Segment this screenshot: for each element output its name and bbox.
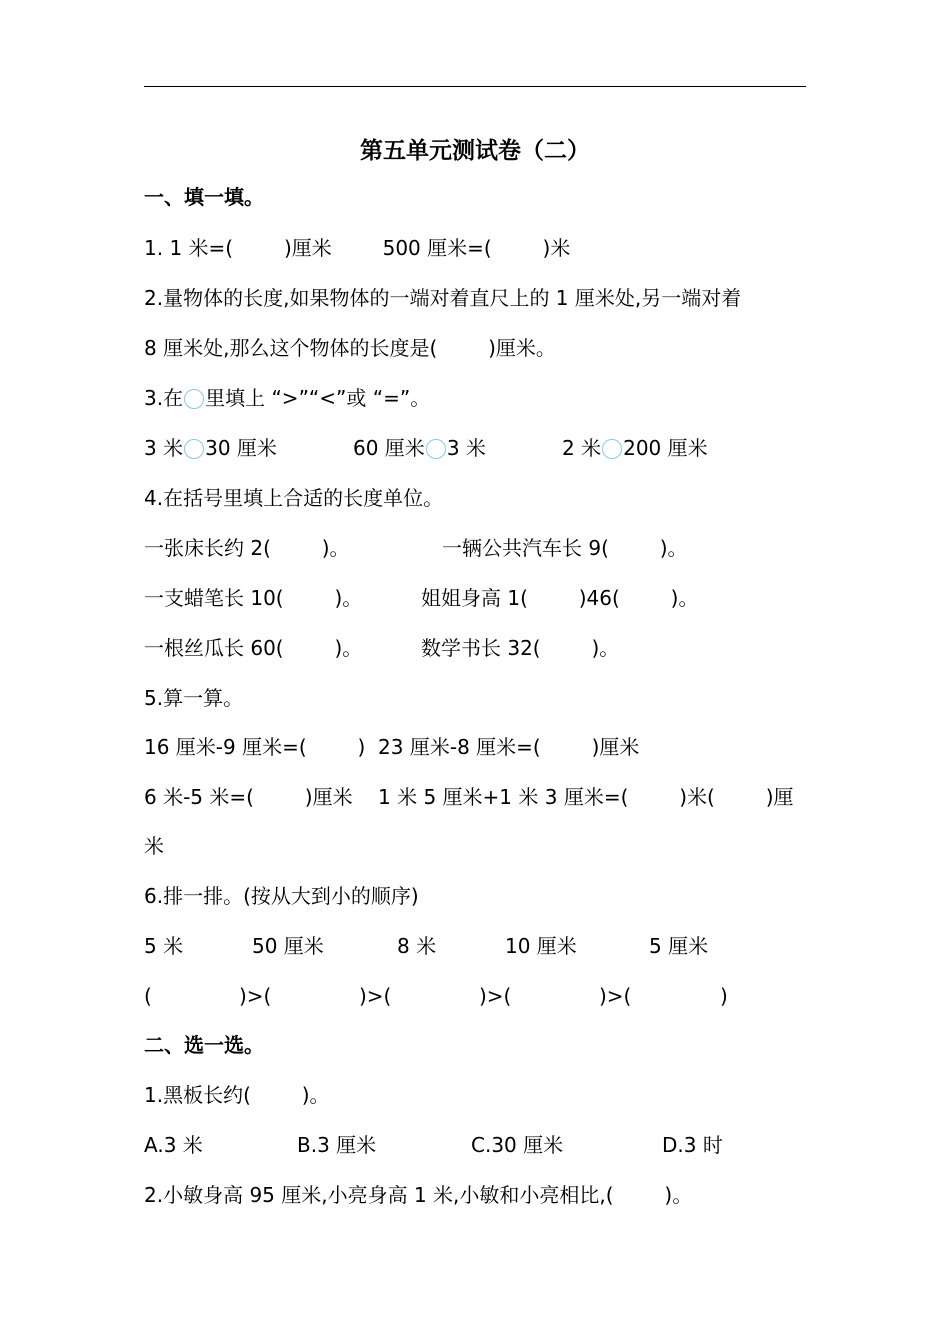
compare-circle-icon[interactable] [184,439,204,459]
unit-item: 数学书长 32( )。 [421,636,620,660]
compare-circle-icon[interactable] [602,439,622,459]
option-c: C.30 厘米 [471,1133,564,1157]
question-4: 4.在括号里填上合适的长度单位。 [144,486,444,510]
order-blank: )>( [359,984,392,1008]
section-2-heading: 二、选一选。 [144,1033,264,1057]
question-3 [144,386,430,410]
q3-suffix: 里填上 “>”“<”或 “=”。 [205,386,431,410]
question-6: 6.排一排。(按从大到小的顺序) [144,884,419,908]
order-blank: )>( [479,984,512,1008]
compare-circle-icon [184,389,204,409]
compare-item-a: 3 米 30 厘米 [144,436,277,460]
order-blank: )>( [599,984,632,1008]
order-item: 5 米 [144,934,184,958]
calc-row-2-wrap: 米 [144,834,164,858]
order-item: 10 厘米 [505,934,577,958]
order-blank: ) [720,984,728,1008]
compare-item-c: 2 米 200 厘米 [562,436,708,460]
option-b: B.3 厘米 [297,1133,377,1157]
option-d: D.3 时 [662,1133,723,1157]
order-item: 50 厘米 [252,934,324,958]
q3-prefix: 3.在 [144,386,184,410]
choice-question-1: 1.黑板长约( )。 [144,1083,330,1107]
question-1: 1. 1 米=( )厘米 500 厘米=( )米 [144,236,571,260]
question-2-line-1: 2.量物体的长度,如果物体的一端对着直尺上的 1 厘米处,另一端对着 [144,286,742,310]
option-a: A.3 米 [144,1133,203,1157]
calc-row-1: 16 厘米-9 厘米=( ) 23 厘米-8 厘米=( )厘米 [144,735,640,759]
compare-item-b: 60 厘米 3 米 [353,436,486,460]
section-1-heading: 一、填一填。 [144,185,264,209]
unit-item: 一张床长约 2( )。 [144,536,350,560]
order-blank: )>( [239,984,272,1008]
unit-item: 一辆公共汽车长 9( )。 [442,536,688,560]
unit-item: 一根丝瓜长 60( )。 [144,636,363,660]
order-blank: ( [144,984,152,1008]
calc-row-2: 6 米-5 米=( )厘米 1 米 5 厘米+1 米 3 厘米=( )米( )厘 [144,785,794,809]
top-rule [144,86,806,87]
order-item: 8 米 [397,934,437,958]
unit-item: 一支蜡笔长 10( )。 [144,586,363,610]
unit-item: 姐姐身高 1( )46( )。 [421,586,699,610]
order-item: 5 厘米 [649,934,709,958]
choice-question-2: 2.小敏身高 95 厘米,小亮身高 1 米,小敏和小亮相比,( )。 [144,1183,693,1207]
page-title: 第五单元测试卷（二） [360,137,590,164]
question-2-line-2: 8 厘米处,那么这个物体的长度是( )厘米。 [144,336,556,360]
question-5: 5.算一算。 [144,686,244,710]
compare-circle-icon[interactable] [426,439,446,459]
